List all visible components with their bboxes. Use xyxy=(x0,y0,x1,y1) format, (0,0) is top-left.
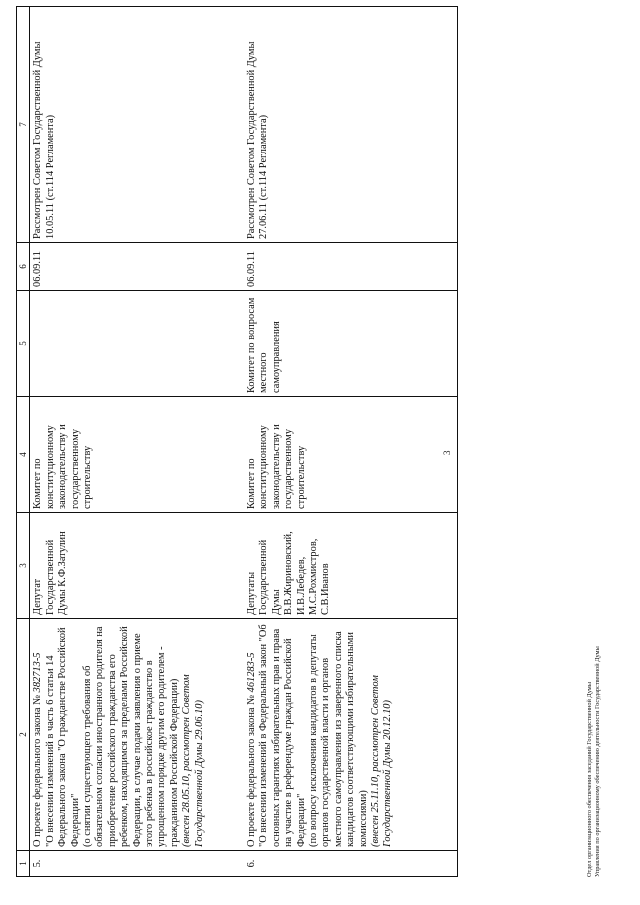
header-col-4: 4 xyxy=(17,397,30,513)
bill-note: (внесен 28.05.10, рассмотрен Советом Государственной Думы 29.06.10) xyxy=(181,674,205,847)
bill-details: (по вопросу исключения кандидатов в депутаты органов государственной власти и органов местного самоуправления из заверенного списка кандидатов соответствующими избирательными комиссиями) xyxy=(307,631,369,847)
bill-author: Депутаты Государственной Думы В.В.Жириновский, И.В.Лебедев, М.С.Рохмистров, С.В.Иванов xyxy=(244,513,458,619)
footer xyxy=(586,646,602,877)
date: 06.09.11 xyxy=(30,243,244,291)
bill-prefix: О проекте федерального закона № xyxy=(32,692,44,847)
co-committee: Комитет по вопросам местного самоуправления xyxy=(244,291,458,397)
bill-title: "О внесении изменений в часть 6 статьи 14 Федерального закона "О гражданстве Российской Федерации" xyxy=(44,627,81,847)
table-row xyxy=(244,7,458,877)
date: 06.09.11 xyxy=(244,243,458,291)
bill-title: "О внесении изменений в Федеральный закон "Об основных гарантиях избирательных прав и права на участие в референдуме граждан Российской Федерации" xyxy=(258,624,307,847)
bill-number: 461283-5 xyxy=(245,652,257,693)
header-row xyxy=(17,7,30,877)
header-col-2: 2 xyxy=(17,619,30,851)
footer-line-2: Управления по организационному обеспечению деятельности Государственной Думы xyxy=(594,646,601,877)
row-number: 6. xyxy=(244,851,458,877)
header-col-7: 7 xyxy=(17,7,30,243)
table-row xyxy=(30,7,244,877)
footer-line-1: Отдел организационного обеспечения заседаний Государственной Думы xyxy=(586,682,593,877)
bill-description xyxy=(244,619,458,851)
bill-note: (внесен 25.11.10, рассмотрен Советом Государственной Думы 20.12.10) xyxy=(369,675,394,847)
bill-prefix: О проекте федерального закона № xyxy=(245,692,257,847)
header-col-6: 6 xyxy=(17,243,30,291)
row-number: 5. xyxy=(30,851,244,877)
responsible-committee: Комитет по конституционному законодательству и государственному строительству xyxy=(244,397,458,513)
header-col-1: 1 xyxy=(17,851,30,877)
header-col-3: 3 xyxy=(17,513,30,619)
bill-number: 382713-5 xyxy=(32,652,44,693)
bills-table xyxy=(16,6,458,877)
bill-description xyxy=(30,619,244,851)
page-number: 3 xyxy=(442,450,452,455)
status: Рассмотрен Советом Государственной Думы 27.06.11 (ст.114 Регламента) xyxy=(244,7,458,243)
header-col-5: 5 xyxy=(17,291,30,397)
co-committee xyxy=(30,291,244,397)
bill-details: (о снятии существующего требования об обязательном согласии иностранного родителя на приобретение российского гражданства его ребенком, находящимся за пределами Российской Федерации, в случае подачи заявления о приеме этого ребенка в российское гражданство в упрощенном порядке другим его родителем - гражданином Российской Федерации) xyxy=(82,626,180,847)
bill-author: Депутат Государственной Думы К.Ф.Затулин xyxy=(30,513,244,619)
status: Рассмотрен Советом Государственной Думы 10.05.11 (ст.114 Регламента) xyxy=(30,7,244,243)
responsible-committee: Комитет по конституционному законодательству и государственному строительству xyxy=(30,397,244,513)
